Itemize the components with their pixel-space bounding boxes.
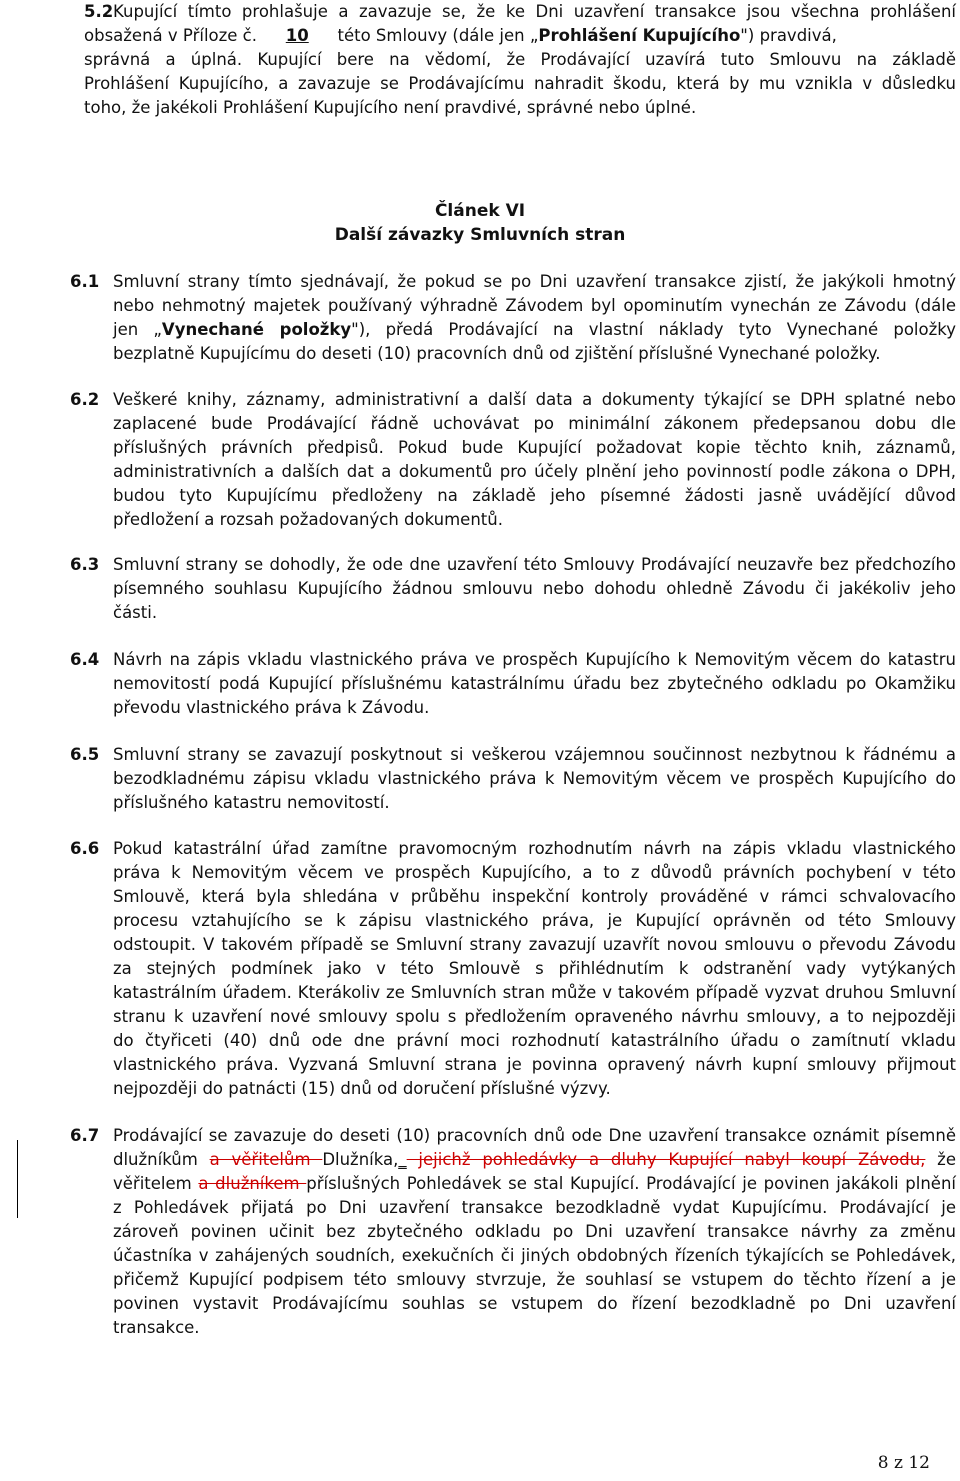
text-line: Pokud katastrální úřad zamítne pravomocným rozhodnutím návrh na zápis vkladu vlastnického	[113, 839, 956, 858]
text-line: do čtyřiceti (40) dnů ode dne právní moci rozhodnutí katastrálního úřadu o zamítnutí vkladu	[113, 1031, 956, 1050]
text-line: Smlouvě, která byla shledána v průběhu inspekční kontroly prováděné v rámci schvalovacího	[113, 887, 956, 906]
defined-term: Prohlášení Kupujícího	[538, 26, 741, 45]
text-line: Návrh na zápis vkladu vlastnického práva ve prospěch Kupujícího k Nemovitým věcem do katastru	[113, 650, 956, 669]
text-line: dlužníkům a věřitelům Dlužníka,_ jejichž pohledávky a dluhy Kupující nabyl koupí Závodu, že	[113, 1150, 956, 1169]
page-number: 8 z 12	[877, 1453, 930, 1473]
text-line: zaplacené bude Prodávající řádně uchovávat po minimální zákonem předepsanou dobu dle	[113, 414, 956, 433]
text-line: bezplatně Kupujícímu do deseti (10) pracovních dnů od zjištění příslušné Vynechané položky.	[113, 344, 881, 363]
text-line: práva k Nemovitým věcem ve prospěch Kupujícího, a to z důvodů právních pochybení v této	[113, 863, 956, 882]
paragraph-number: 6.7	[70, 1126, 100, 1145]
article-subtitle: Další závazky Smluvních stran	[334, 225, 626, 245]
text-line: vlastnického práva. Vyzvaná Smluvní strana je povinna opravený návrh kupní smlouvy přijmout	[113, 1055, 956, 1074]
text-line: Kupující tímto prohlašuje a zavazuje se, že ke Dni uzavření transakce jsou všechna prohlášení	[113, 2, 956, 21]
text-line: zároveň povinen učinit bez zbytečného odkladu po Dni uzavření transakce návrhy za změnu	[113, 1222, 956, 1241]
text-line: správná a úplná. Kupující bere na vědomí, že Prodávající uzavírá tuto Smlouvu na základě	[84, 50, 956, 69]
paragraph-number: 6.3	[70, 555, 100, 574]
attachment-number: 10	[285, 26, 309, 45]
text-line: bezodkladnému zápisu vkladu vlastnického práva k Nemovitým věcem ve prospěch Kupujícího do	[113, 769, 956, 788]
text-line: předložení a rozsah požadovaných dokumentů.	[113, 510, 503, 529]
paragraph-number: 6.6	[70, 839, 100, 858]
text-line: jen „Vynechané položky"), předá Prodávající na vlastní náklady tyto Vynechané položky	[113, 320, 956, 339]
defined-term: Vynechané položky	[161, 320, 352, 339]
text-line: katastrálním úřadem. Kterákoliv ze Smluvních stran může v takovém případě vyzvat druhou Smluvní	[113, 983, 956, 1002]
deleted-text: a věřitelům	[209, 1150, 323, 1169]
text-line: převodu vlastnického práva k Závodu.	[113, 698, 430, 717]
paragraph-number: 5.2	[84, 2, 114, 21]
deleted-text: jejichž pohledávky a dluhy Kupující nabyl koupí Závodu,	[406, 1150, 926, 1169]
revision-marker	[17, 1140, 18, 1218]
text-line: přičemž Kupující podpisem této smlouvy stvrzuje, že souhlasí se vstupem do těchto řízení a je	[113, 1270, 956, 1289]
text-line: Smluvní strany se dohodly, že ode dne uzavření této Smlouvy Prodávající neuzavře bez předchozího	[113, 555, 956, 574]
text-line: z Pohledávek přijatá po Dni uzavření transakce bezodkladně vydat Kupujícímu. Prodávající je	[113, 1198, 956, 1217]
article-title: Článek VI	[434, 201, 526, 221]
text-line: Prodávající se zavazuje do deseti (10) pracovních dnů ode Dne uzavření transakce oznámit písemně	[113, 1126, 956, 1145]
text-line: administrativních a dalších dat a dokumentů pro účely plnění jeho povinností podle zákona o DPH,	[113, 462, 956, 481]
paragraph-number: 6.2	[70, 390, 100, 409]
text-line: procesu vztahujícího se k zápisu vlastnického práva, je Kupující oprávněn od této Smlouvy	[113, 911, 956, 930]
text-line: části.	[113, 603, 158, 622]
text-line: nemovitostí podá Kupující příslušnému katastrálnímu úřadu bez zbytečného odkladu po Okamžiku	[113, 674, 956, 693]
text-line: nejpozději do patnácti (15) dnů od doručení příslušné výzvy.	[113, 1079, 611, 1098]
text-line: nebo nehmotný majetek používaný výhradně Závodem byl opominutím vynechán ze Závodu (dále	[113, 296, 956, 315]
text-line: Veškeré knihy, záznamy, administrativní a další data a dokumenty týkající se DPH splatné nebo	[113, 390, 956, 409]
text-line: písemného souhlasu Kupujícího žádnou smlouvu nebo dohodu ohledně Závodu či jakékoliv jeho	[113, 579, 956, 598]
text-line: transakce.	[113, 1318, 200, 1337]
text-line: Smluvní strany tímto sjednávají, že pokud se po Dni uzavření transakce zjistí, že jakýkoli hmotný	[113, 272, 956, 291]
text-line: toho, že jakékoli Prohlášení Kupujícího není pravdivé, správné nebo úplné.	[84, 98, 697, 117]
text-line: Smluvní strany se zavazují poskytnout si veškerou vzájemnou součinnost nezbytnou k řádnému a	[113, 745, 956, 764]
text-line: obsažená v Příloze č. 10 této Smlouvy (dále jen „Prohlášení Kupujícího") pravdivá,	[84, 24, 956, 48]
paragraph-number: 6.4	[70, 650, 100, 669]
paragraph-number: 6.1	[70, 272, 100, 291]
text-line: účastníka v zahájených soudních, exekučních či jiných obdobných řízeních týkajících se Pohledávek,	[113, 1246, 956, 1265]
text-line: příslušných právních předpisů. Pokud bude Kupující požadovat kopie těchto knih, záznamů,	[113, 438, 956, 457]
text-line: povinen vystavit Prodávajícímu souhlas se vstupem do řízení bezodkladně po Dni uzavření	[113, 1294, 956, 1313]
text-line: příslušného katastru nemovitostí.	[113, 793, 390, 812]
text-line: věřitelem a dlužníkem příslušných Pohledávek se stal Kupující. Prodávající je povinen jakákoli plnění	[113, 1174, 956, 1193]
deleted-text: a dlužníkem	[198, 1174, 307, 1193]
text-line: Prohlášení Kupujícího, a zavazuje se Prodávajícímu nahradit škodu, která by mu vznikla v důsledku	[84, 74, 956, 93]
text-line: stranu k uzavření nové smlouvy spolu s předložením opraveného návrhu smlouvy, a to nejpozději	[113, 1007, 956, 1026]
paragraph-number: 6.5	[70, 745, 100, 764]
text-line: za stejných podmínek jako v této Smlouvě s přihlédnutím k odstranění vady vytýkaných	[113, 959, 956, 978]
text-line: odstoupit. V takovém případě se Smluvní strany zavazují uzavřít novou smlouvu o převodu Závodu	[113, 935, 956, 954]
text-line: budou tyto Kupujícímu předloženy na základě jeho písemné žádosti jasně uvádějící důvod	[113, 486, 956, 505]
